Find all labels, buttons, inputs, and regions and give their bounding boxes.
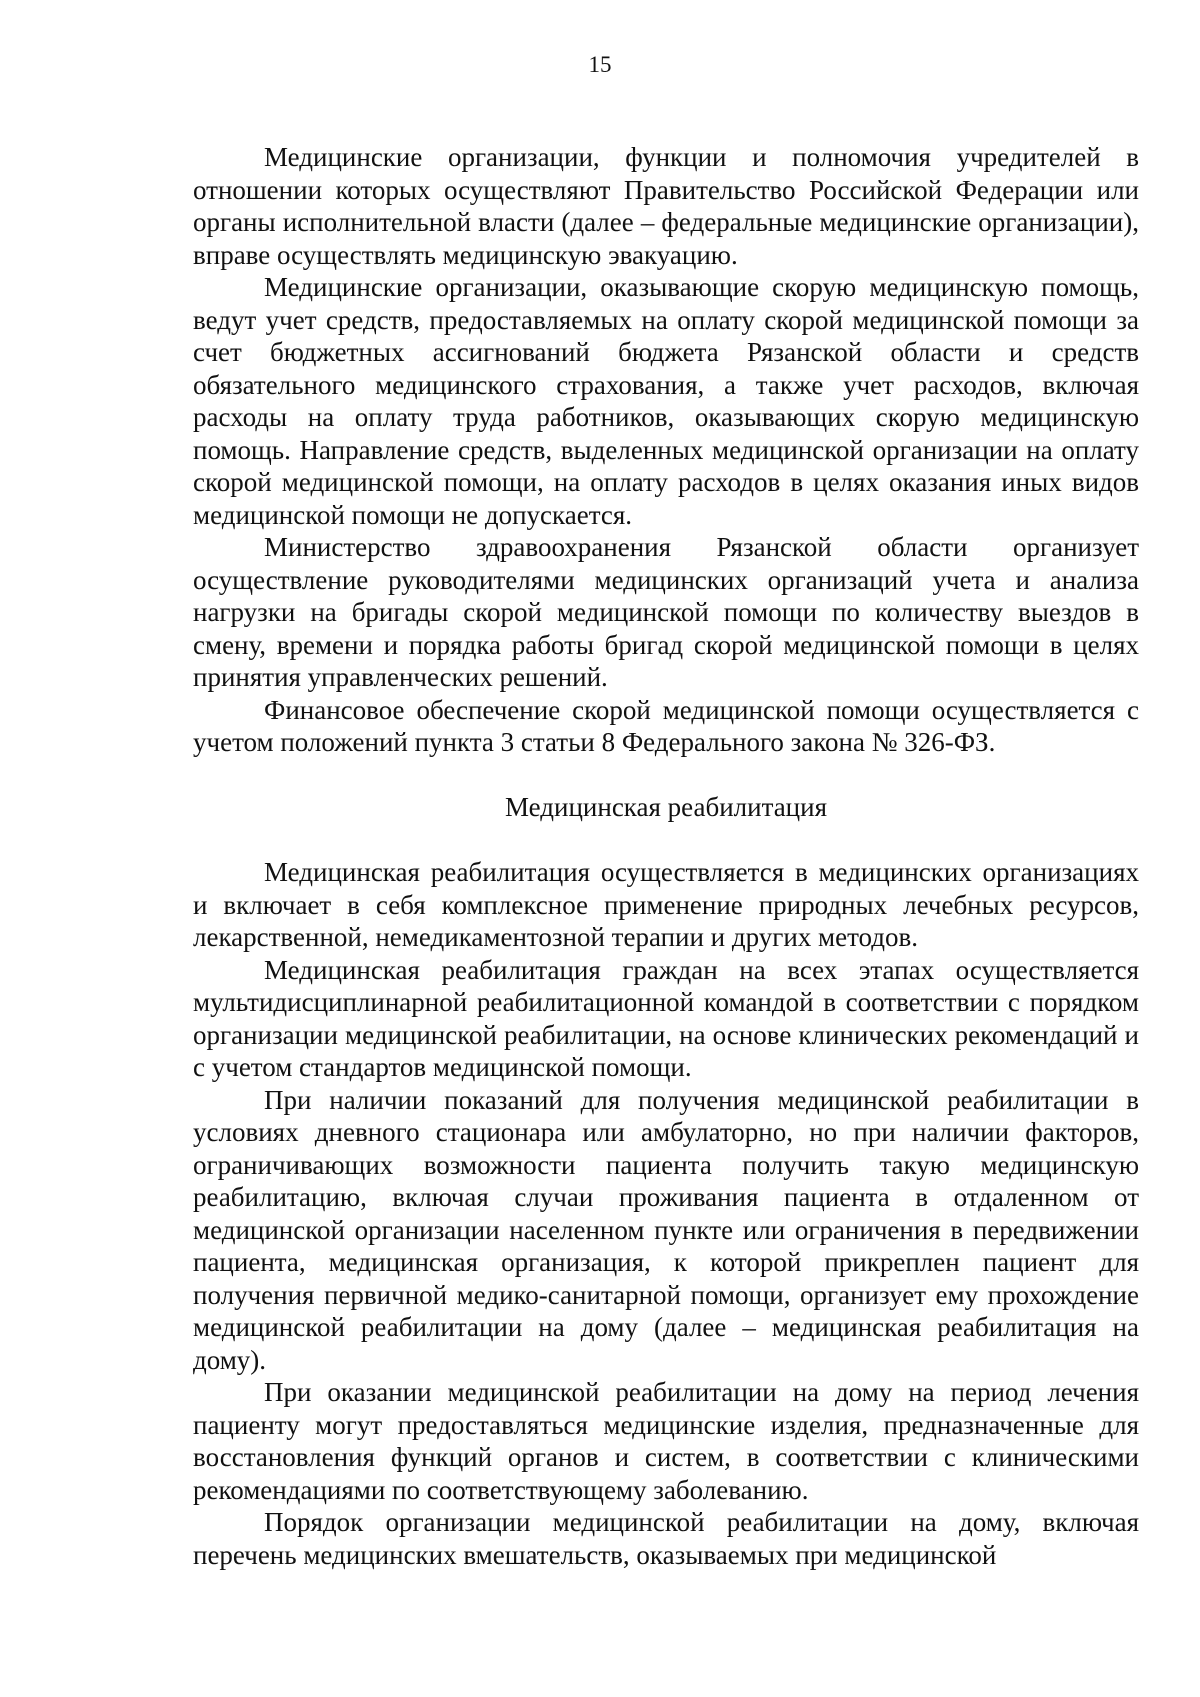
paragraph-rehabilitation-team: Медицинская реабилитация граждан на всех этапах осуществляется мультидисциплинарной реабилитационной командой в соответствии с порядком организации медицинской реабилитации, на основе клинических рекомендаций и с учетом стандартов медицинской помощи. bbox=[193, 954, 1139, 1082]
paragraph-home-rehabilitation: При наличии показаний для получения медицинской реабилитации в условиях дневного стационара или амбулаторно, но при наличии факторов, ограничивающих возможности пациента получить такую медицинскую реабилитацию, включая случаи проживания пациента в отдаленном от медицинской организации населенном пункте или ограничения в передвижении пациента, медицинская организация, к которой прикреплен пациент для получения первичной медико-санитарной помощи, организует ему прохождение медицинской реабилитации на дому (далее – медицинская реабилитация на дому). bbox=[193, 1084, 1139, 1375]
paragraph-financial-support: Финансовое обеспечение скорой медицинской помощи осуществляется с учетом положений пункта 3 статьи 8 Федерального закона № 326-ФЗ. bbox=[193, 694, 1139, 757]
paragraph-emergency-accounting: Медицинские организации, оказывающие скорую медицинскую помощь, ведут учет средств, предоставляемых на оплату скорой медицинской помощи за счет бюджетных ассигнований бюджета Рязанской области и средств обязательного медицинского страхования, а также учет расходов, включая расходы на оплату труда работников, оказывающих скорую медицинскую помощь. Направление средств, выделенных медицинской организации на оплату скорой медицинской помощи, на оплату расходов в целях оказания иных видов медицинской помощи не допускается. bbox=[193, 272, 1139, 530]
paragraph-home-rehabilitation-procedure: Порядок организации медицинской реабилитации на дому, включая перечень медицинских вмешательств, оказываемых при медицинской bbox=[193, 1507, 1139, 1570]
paragraph-ministry-analysis: Министерство здравоохранения Рязанской области организует осуществление руководителями медицинских организаций учета и анализа нагрузки на бригады скорой медицинской помощи по количеству выездов в смену, времени и порядка работы бригад скорой медицинской помощи в целях принятия управленческих решений. bbox=[193, 532, 1139, 692]
page-number: 15 bbox=[588, 52, 612, 77]
paragraph-rehabilitation-definition: Медицинская реабилитация осуществляется в медицинских организациях и включает в себя комплексное применение природных лечебных ресурсов, лекарственной, немедикаментозной терапии и других методов. bbox=[193, 857, 1139, 952]
document-body bbox=[193, 141, 1139, 1571]
paragraph-medical-devices: При оказании медицинской реабилитации на дому на период лечения пациенту могут предоставляться медицинские изделия, предназначенные для восстановления функций органов и систем, в соответствии с клиническими рекомендациями по соответствующему заболеванию. bbox=[193, 1377, 1139, 1505]
section-heading-rehabilitation: Медицинская реабилитация bbox=[505, 791, 827, 822]
paragraph-federal-organizations: Медицинские организации, функции и полномочия учредителей в отношении которых осуществляют Правительство Российской Федерации или органы исполнительной власти (далее – федеральные медицинские организации), вправе осуществлять медицинскую эвакуацию. bbox=[193, 142, 1139, 270]
